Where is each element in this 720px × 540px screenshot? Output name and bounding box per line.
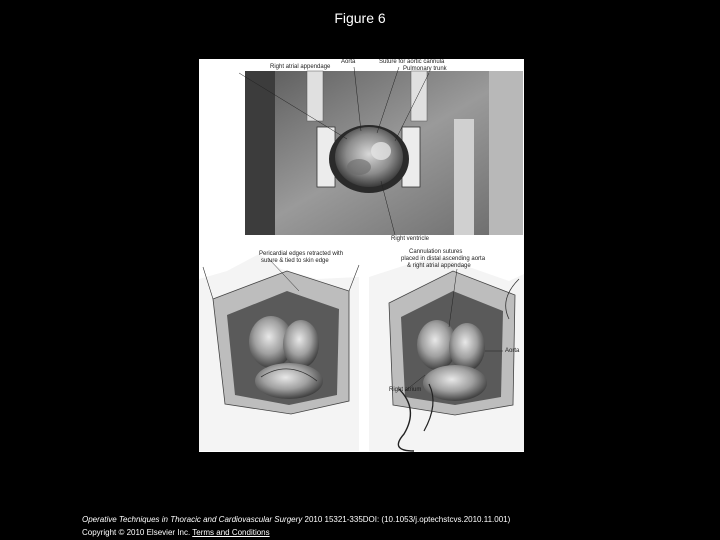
label-pulmonary-trunk: Pulmonary trunk xyxy=(403,66,447,72)
label-cannulation-sutures-3: & right atrial appendage xyxy=(407,263,471,269)
bottom-left-drawing xyxy=(199,254,359,451)
citation-journal: Operative Techniques in Thoracic and Cardiovascular Surgery xyxy=(82,515,303,524)
surgical-illustration xyxy=(199,59,524,452)
label-cannulation-sutures-2: placed in distal ascending aorta xyxy=(401,256,486,262)
label-aorta-top: Aorta xyxy=(341,59,356,65)
terms-and-conditions-link[interactable]: Terms and Conditions xyxy=(192,528,270,537)
label-aorta-right: Aorta xyxy=(505,348,520,354)
label-cannulation-sutures: Cannulation sutures xyxy=(409,249,463,255)
top-photo xyxy=(239,67,523,235)
citation-line xyxy=(82,515,510,524)
label-pericardial-edges: Pericardial edges retracted with xyxy=(259,251,344,257)
citation-details: 2010 15321-335DOI: (10.1053/j.optechstcvs.2010.11.001) xyxy=(302,515,511,524)
label-right-ventricle: Right ventricle xyxy=(391,236,430,242)
figure-title: Figure 6 xyxy=(334,10,386,26)
label-right-atrium: Right atrium xyxy=(389,387,422,393)
label-right-atrial-appendage: Right atrial appendage xyxy=(270,64,331,70)
copyright-text: Copyright © 2010 Elsevier Inc. xyxy=(82,528,193,537)
label-pericardial-edges-2: suture & tied to skin edge xyxy=(261,258,329,264)
label-suture-aortic-cannula: Suture for aortic cannula xyxy=(379,59,445,65)
copyright-line xyxy=(82,528,270,537)
bottom-right-drawing xyxy=(369,257,524,451)
